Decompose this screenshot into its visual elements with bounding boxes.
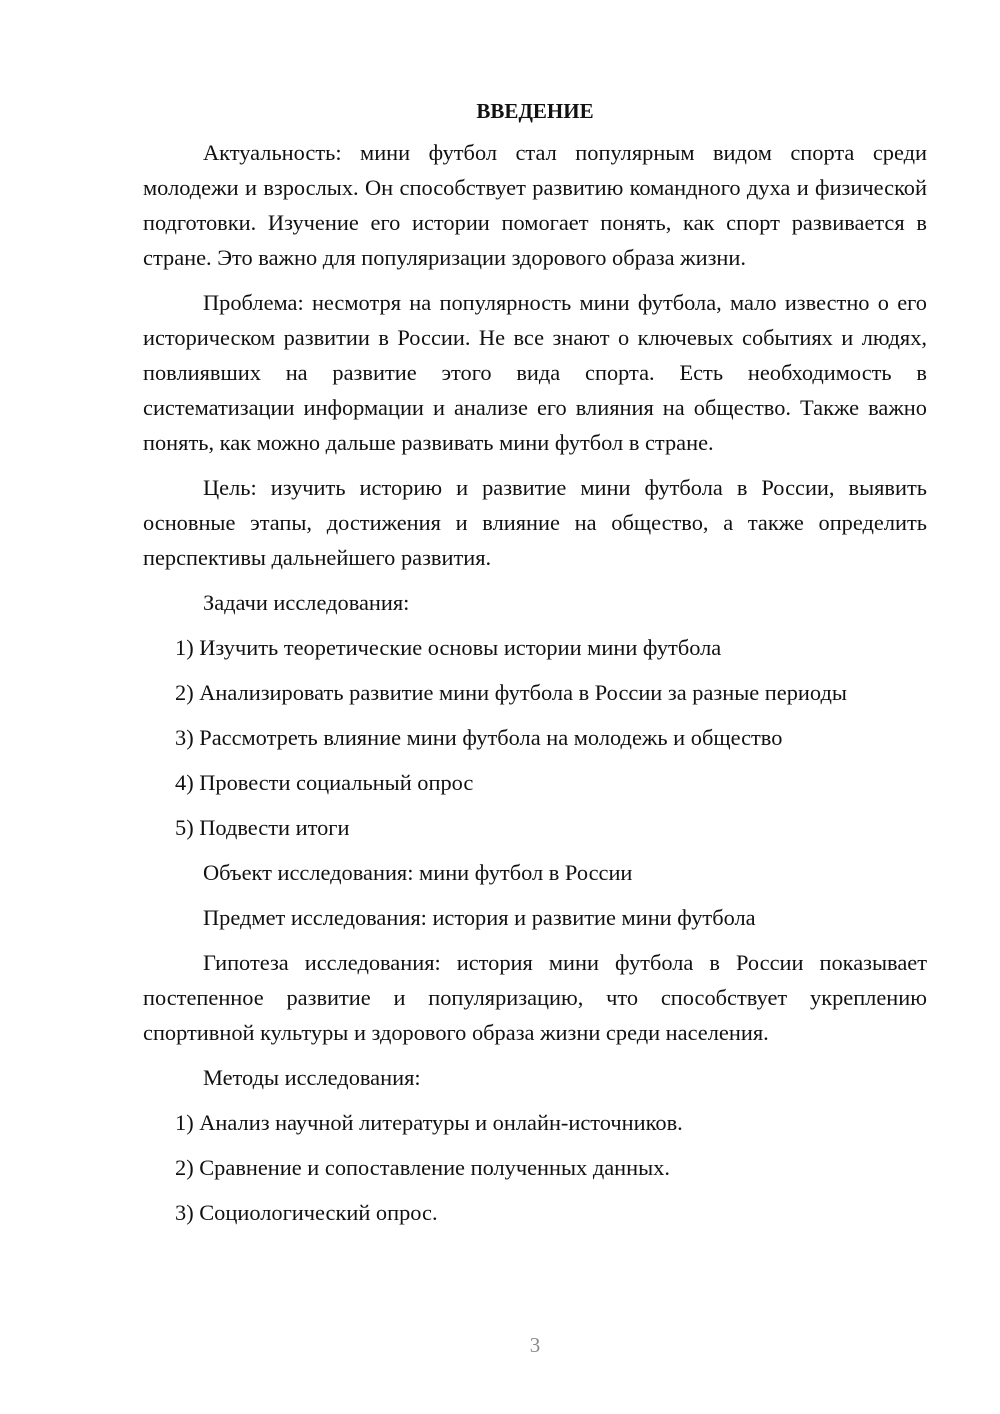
methods-list [143, 1105, 927, 1230]
problem-paragraph: Проблема: несмотря на популярность мини футбола, мало известно о его историческом развитии в России. Не все знают о ключевых событиях и людях, повлиявших на развитие этого вида спорта. Есть необходимость в систематизации информации и анализе его влияния на общество. Также важно понять, как можно дальше развивать мини футбол в стране. [143, 290, 927, 455]
task-item: 2) Анализировать развитие мини футбола в России за разные периоды [175, 680, 847, 705]
task-item: 3) Рассмотреть влияние мини футбола на молодежь и общество [175, 725, 783, 750]
method-item: 3) Социологический опрос. [175, 1200, 438, 1225]
task-item: 1) Изучить теоретические основы истории мини футбола [175, 635, 722, 660]
hypothesis-paragraph: Гипотеза исследования: история мини футбола в России показывает постепенное развитие и популяризацию, что способствует укреплению спортивной культуры и здорового образа жизни среди населения. [143, 950, 927, 1045]
research-object: Объект исследования: мини футбол в России [203, 860, 633, 885]
methods-label: Методы исследования: [203, 1065, 421, 1090]
document-page [143, 96, 927, 1240]
task-item: 4) Провести социальный опрос [175, 770, 474, 795]
relevance-paragraph: Актуальность: мини футбол стал популярным видом спорта среди молодежи и взрослых. Он способствует развитию командного духа и физической подготовки. Изучение его истории помогает понять, как спорт развивается в стране. Это важно для популяризации здорового образа жизни. [143, 140, 927, 270]
page-number: 3 [529, 1333, 541, 1357]
method-item: 2) Сравнение и сопоставление полученных данных. [175, 1155, 670, 1180]
method-item: 1) Анализ научной литературы и онлайн-источников. [175, 1110, 683, 1135]
tasks-list [143, 630, 927, 845]
goal-paragraph: Цель: изучить историю и развитие мини футбола в России, выявить основные этапы, достижения и влияние на общество, а также определить перспективы дальнейшего развития. [143, 475, 927, 570]
section-title: ВВЕДЕНИЕ [476, 99, 594, 123]
tasks-label: Задачи исследования: [203, 590, 410, 615]
task-item: 5) Подвести итоги [175, 815, 350, 840]
research-subject: Предмет исследования: история и развитие мини футбола [203, 905, 756, 930]
